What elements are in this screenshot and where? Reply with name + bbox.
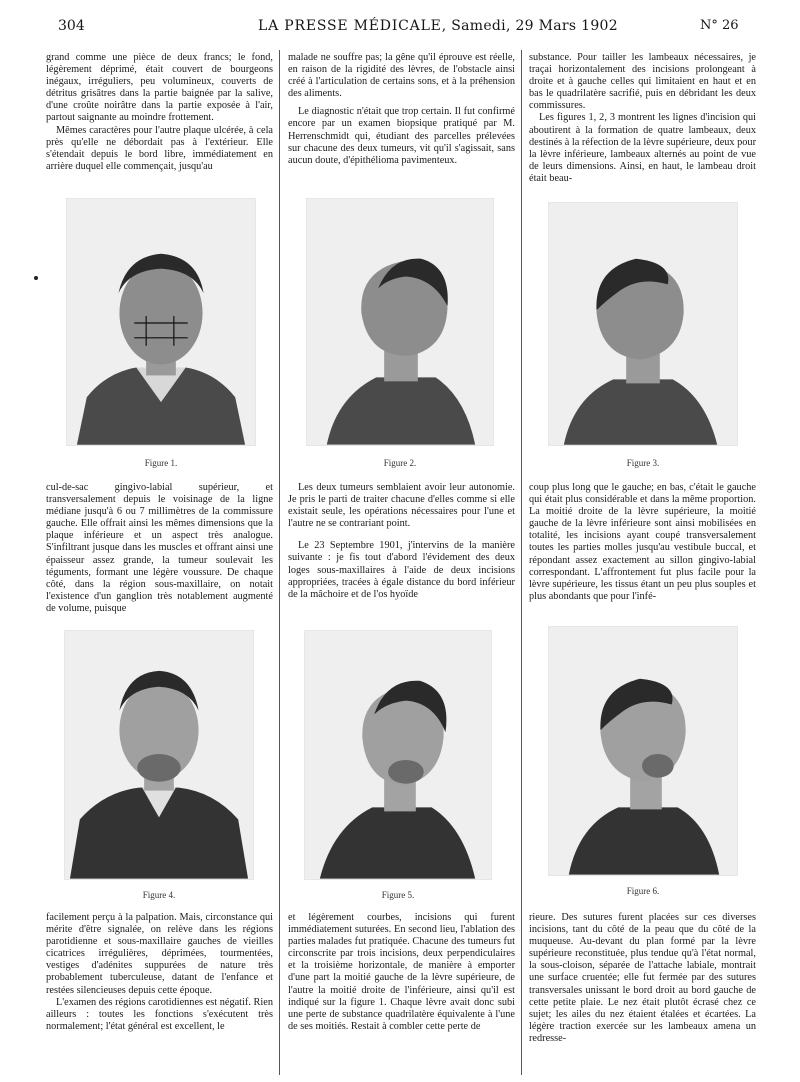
portrait-profile-right-healed: [549, 627, 737, 875]
portrait-front-incision-lines: [67, 199, 255, 445]
portrait-front-healed: [65, 631, 253, 879]
figure-2-photo: [306, 198, 494, 446]
column-rule-1: [279, 50, 280, 1075]
figure-5-photo: [304, 630, 492, 880]
paragraph: Le 23 Septembre 1901, j'intervins de la manière suivante : je fis tout d'abord l'évidement des deux loges sous-maxillaires à l'aide de deux incisions appropriées, tracées à égale distance du bord inférieur de la mâchoire et de l'os hyoïde: [288, 540, 515, 600]
page-number: 304: [58, 18, 85, 34]
paragraph: Les figures 1, 2, 3 montrent les lignes d'incision qui aboutirent à la formation de quatre lambeaux, deux destinés à la réfection de la lèvre supérieure, deux pour la lèvre inférieure, lambeaux alternés au point de vue de leurs dimensions. Ainsi, en haut, le lambeau droit était beau-: [529, 112, 757, 184]
paragraph: cul-de-sac gingivo-labial supérieur, et transversalement depuis le voisinage de la ligne médiane jusqu'à 6 ou 7 millimètres de la commissure gauche. Elle offrait ainsi les mêmes dimensions que la plaque inférieure et un aspect très analogue. S'infiltrant jusque dans les muscles et offrant ainsi une épaisseur assez grande, la tumeur soulevait les téguments, formant une légère voussure. De chaque côté, dans la région sous-maxillaire, on notait l'existence d'un ganglion très notablement augmenté de volume, puisque: [46, 482, 273, 614]
figure-6-caption: Figure 6.: [626, 886, 660, 896]
paragraph: malade ne souffre pas; la gêne qu'il éprouve est réelle, en raison de la rigidité des lèvres, de l'obstacle ainsi créé à l'articulation de certains sons, et à la préhension des aliments.: [288, 52, 515, 100]
issue-date: , Samedi, 29 Mars 1902: [441, 18, 618, 34]
text-block-center-bottom: [288, 912, 515, 1033]
figure-1-caption: Figure 1.: [144, 458, 178, 468]
portrait-three-quarter-healed: [305, 631, 491, 879]
paragraph: Les deux tumeurs semblaient avoir leur autonomie. Je pris le parti de traiter chacune d'elles comme si elle existait seule, les opérations nécessaires pour l'une et l'autre ne se contrariant point.: [288, 482, 515, 530]
paragraph: Mêmes caractères pour l'autre plaque ulcérée, à cela près qu'elle ne débordait pas à l'extérieur. Elle s'étendait depuis le bord libre, immédiatement en arrière duquel elle commençait, jusqu'au: [46, 124, 273, 172]
figure-3-photo: [548, 202, 738, 446]
publication-name: LA PRESSE MÉDICALE: [258, 18, 442, 34]
text-block-left-top: [46, 52, 273, 173]
paragraph: Le diagnostic n'était que trop certain. Il fut confirmé encore par un examen biopsique pratiqué par M. Herrenschmidt qui, étudiant des parcelles prélevées sur chacune des deux tumeurs, vit qu'il s'agissait, sans aucun doute, d'épithélioma pavimenteux.: [288, 106, 515, 166]
paragraph: substance. Pour tailler les lambeaux nécessaires, je traçai horizontalement des incisions prolongeant à droite et à gauche celles qui limitaient en haut et en bas le quadrilatère sacrifié, puis en débridant les deux commissures.: [529, 52, 756, 112]
page-header: [0, 0, 800, 40]
paragraph: grand comme une pièce de deux francs; le fond, légèrement déprimé, était couvert de bourgeons inégaux, irréguliers, peu volumineux, couverts de détritus grisâtres dans la partie baignée par la salive, d'une croûte noirâtre dans la partie exposée à l'air, partout saignante au moindre frottement.: [46, 52, 273, 124]
text-block-center-top: [288, 52, 515, 167]
column-rule-2: [521, 50, 522, 1075]
text-block-center-mid: [288, 482, 515, 601]
text-block-left-mid: [46, 482, 273, 615]
figure-5-caption: Figure 5.: [381, 890, 415, 900]
paragraph: et légèrement courbes, incisions qui furent immédiatement suturées. En second lieu, l'ablation des parties malades fut pratiquée. Chacune des tumeurs fut circonscrite par trois incisions, deux perpendiculaires et la troisième horizontale, de manière à emporter d'une part la moitié gauche de la lèvre supérieure, de l'autre la moitié droite de l'inférieure, ainsi qu'il est indiqué sur la figure 1. Chaque lèvre avait donc subi une perte de substance quadrilatère équivalente à l'une de ses moitiés. Restait à combler cette perte de: [288, 912, 515, 1032]
figure-4-caption: Figure 4.: [142, 890, 176, 900]
figure-4-photo: [64, 630, 254, 880]
text-block-right-bottom: [529, 912, 756, 1045]
text-block-left-bottom: [46, 912, 273, 1033]
figure-1-photo: [66, 198, 256, 446]
issue-number: N° 26: [700, 18, 739, 33]
portrait-profile-left: [307, 199, 493, 445]
text-block-right-mid: [529, 482, 756, 603]
figure-6-photo: [548, 626, 738, 876]
figure-3-caption: Figure 3.: [626, 458, 660, 468]
print-speck: [34, 276, 38, 280]
paragraph: rieure. Des sutures furent placées sur ces diverses incisions, tant du côté de la peau que du côté de la muqueuse. Au-devant du plan formé par la lèvre supérieure reconstituée, plus tendue qu'à l'état normal, la sous-cloison, séparée de l'attache labiale, montrait une surface cruentée; elle fut fermée par des sutures transversales unissant le bord droit au bord gauche de cette petite plaie. Le nez était plutôt écrasé chez ce sujet; les ailes du nez étaient étalées et écartées. La légère traction exercée sur les lambeaux amena un redresse-: [529, 912, 756, 1044]
paragraph: facilement perçu à la palpation. Mais, circonstance qui mérite d'être signalée, on relève dans les régions parotidienne et sous-maxillaire gauches de vieilles cicatrices irrégulières, déprimées, tourmentées, vestiges d'adénites suppurées de nature très probablement tuberculeuse, datant de l'enfance et restées silencieuses depuis cette époque.: [46, 912, 273, 996]
text-block-right-top: [529, 52, 756, 185]
paragraph: L'examen des régions carotidiennes est négatif. Rien ailleurs : toutes les fonctions s'exécutent très normalement; l'état général est excellent, le: [46, 996, 273, 1032]
running-title: [258, 18, 618, 34]
paragraph: coup plus long que le gauche; en bas, c'était le gauche qui était plus considérable et dans la même proportion. La moitié droite de la lèvre supérieure, la moitié gauche de la lèvre inférieure sont ainsi mobilisées en totalité, les incisions ayant coupé transversalement toutes les parties molles jusqu'au vestibule buccal, et répondant assez exactement au sillon gingivo-labial correspondant. L'affrontement fut plus facile pour la lèvre supérieure, les tissus étant un peu plus souples et plus abondants que pour l'infé-: [529, 482, 756, 602]
portrait-profile-right: [549, 203, 737, 445]
figure-2-caption: Figure 2.: [383, 458, 417, 468]
